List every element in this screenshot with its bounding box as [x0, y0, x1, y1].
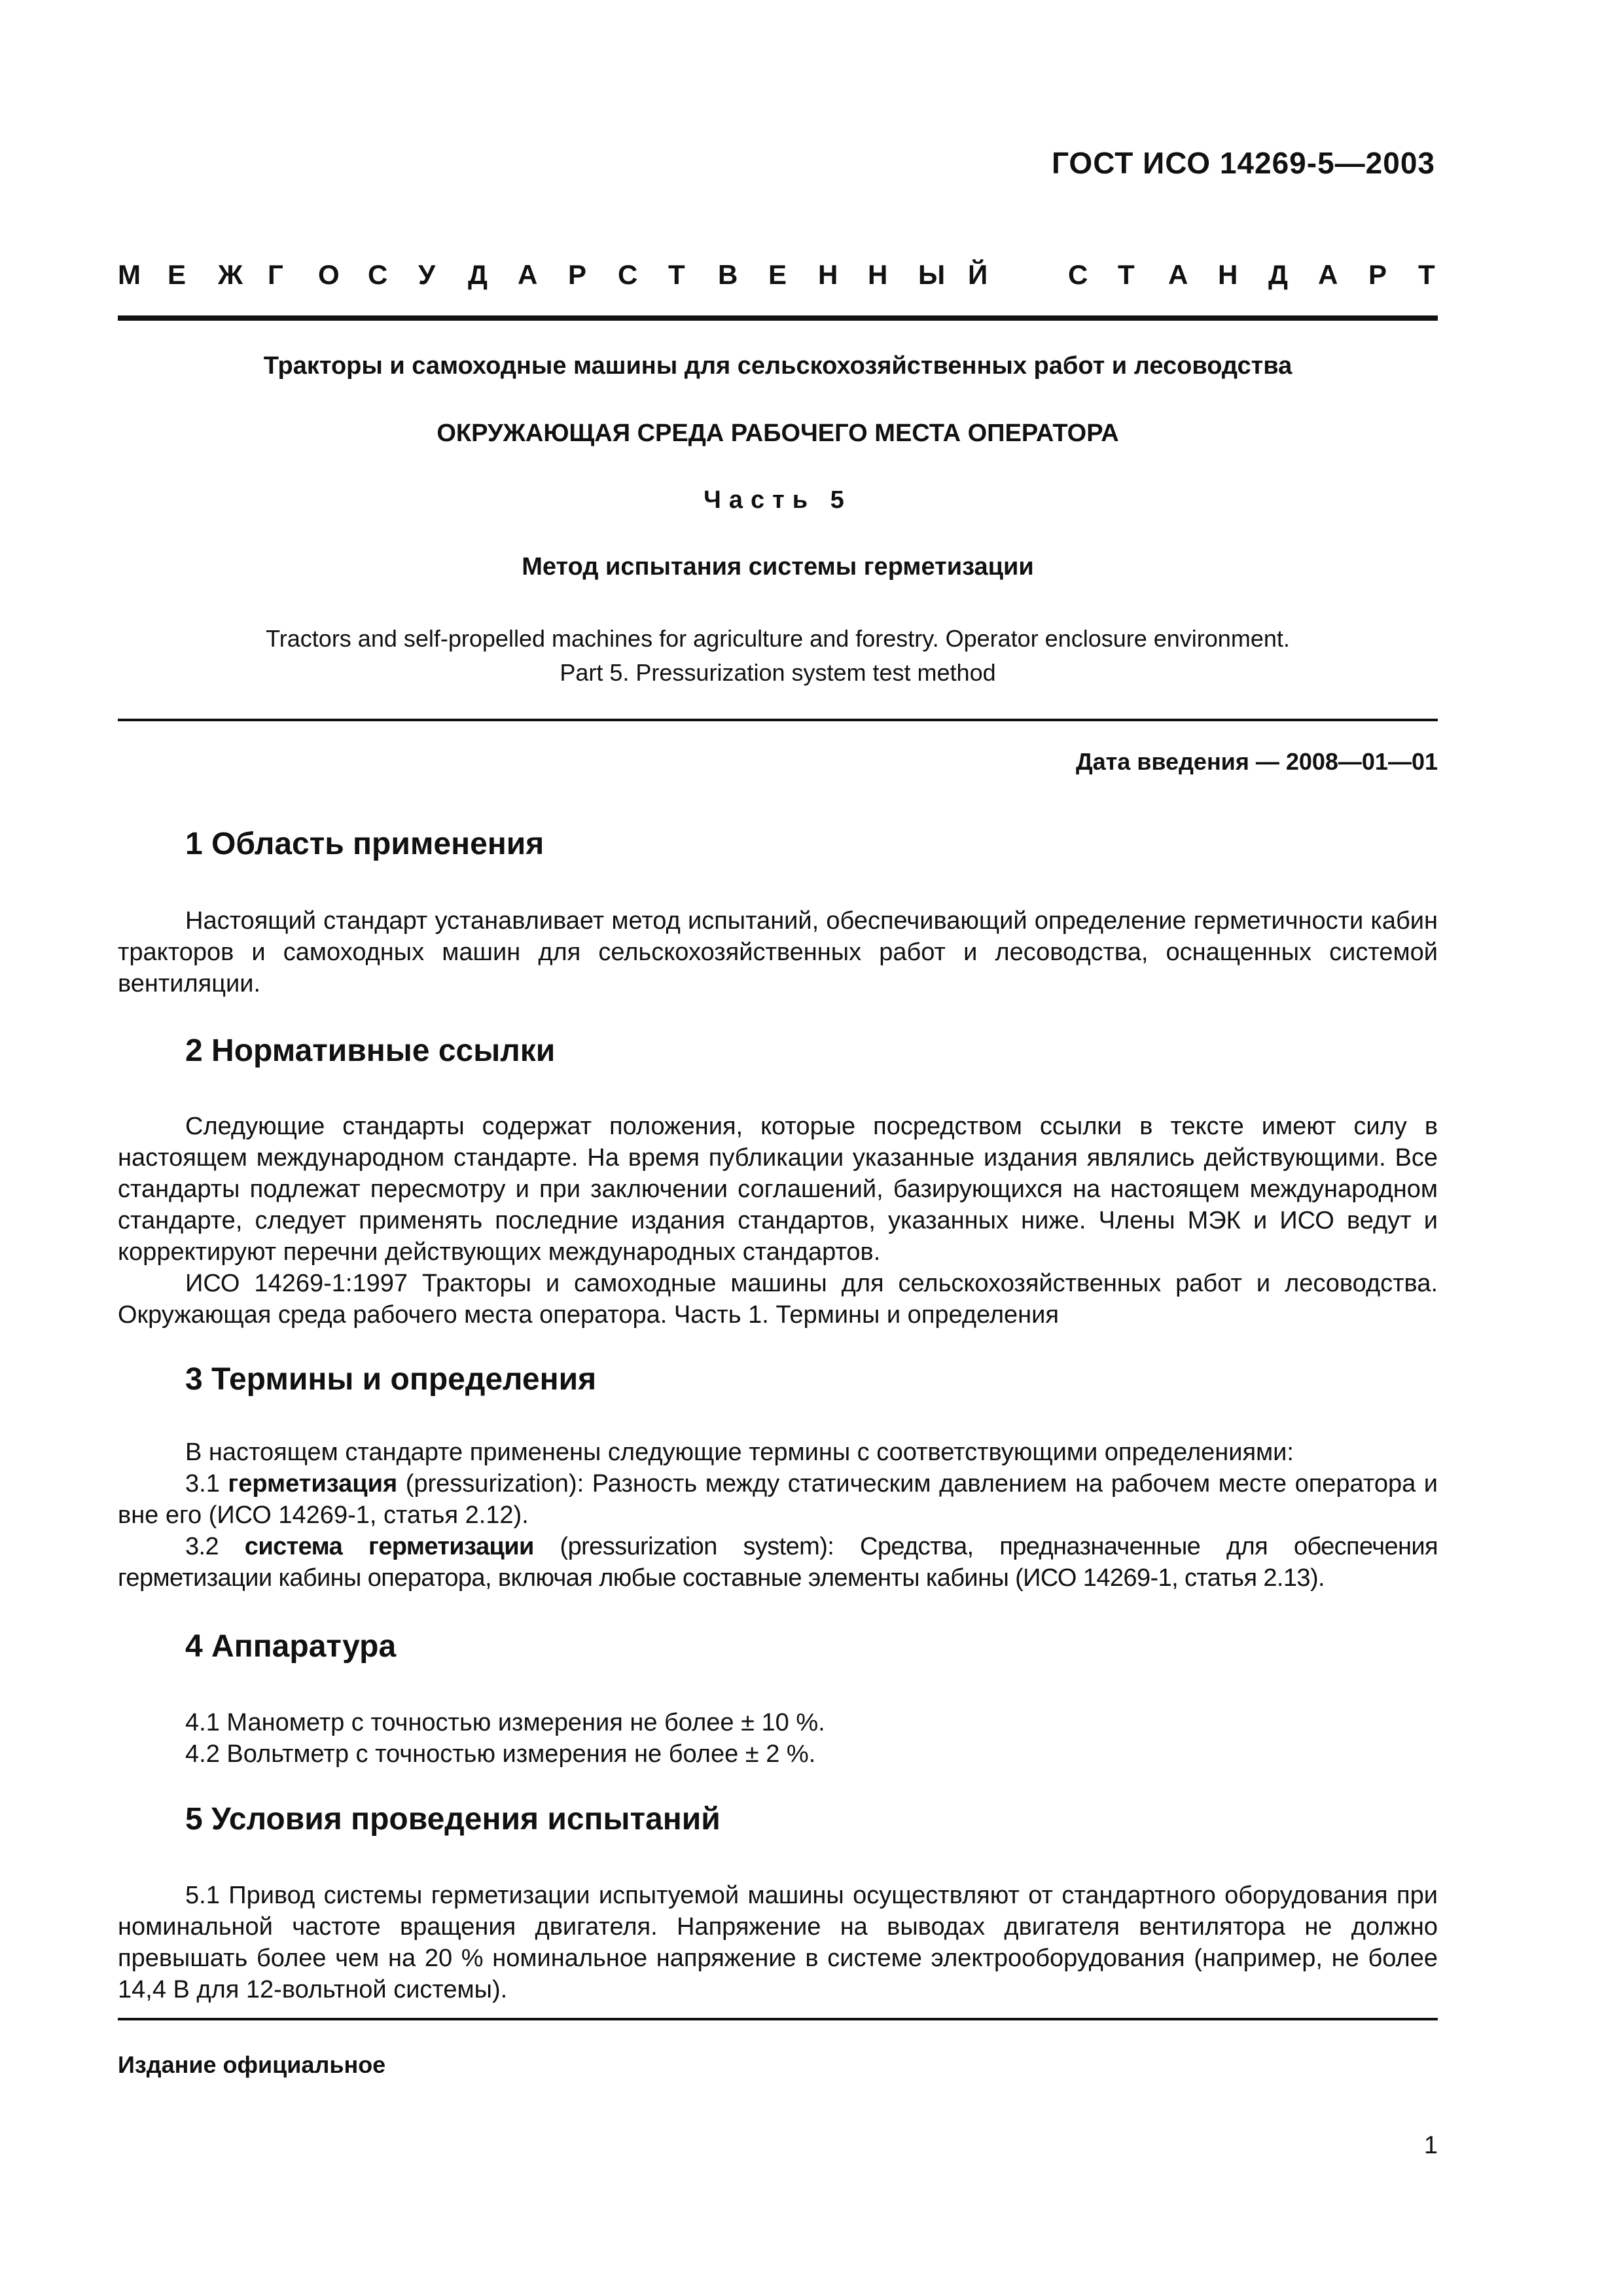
standard-type-letter: С — [618, 259, 638, 290]
section-3-intro: В настоящем стандарте применены следующие термины с соответствующими определениями: — [185, 1439, 1294, 1466]
section-3-title: 3 Термины и определения — [185, 1362, 597, 1397]
standard-type-letter: О — [318, 259, 340, 290]
standard-type-letter: А — [518, 259, 538, 290]
title-english — [118, 622, 1438, 690]
page-number: 1 — [1423, 2132, 1438, 2159]
footer-rule — [118, 2018, 1438, 2020]
apparatus-item-2: 4.2 Вольтметр с точностью измерения не более ± 2 %. — [185, 1740, 816, 1768]
standard-type-letter: М — [118, 259, 141, 290]
standard-type-letter: Г — [268, 259, 283, 290]
section-3-term-1 — [118, 1468, 1438, 1531]
section-5-paragraph: 5.1 Привод системы герметизации испытуемой машины осуществляют от стандартного оборудования при номинальной частоте вращения двигателя. Напряжение на выводах двигателя вентилятора не должно превышать более чем на 20 % номинальное напряжение в системе электрооборудования (например, не более 14,4 В для 12-вольтной системы). — [118, 1882, 1438, 2003]
standard-type-letter: У — [418, 259, 436, 290]
standard-type-letter: Р — [1368, 259, 1387, 290]
term-1-name: герметизация — [228, 1470, 398, 1498]
standard-type-letter: Д — [468, 259, 488, 290]
title-subtitle: ОКРУЖАЮЩАЯ СРЕДА РАБОЧЕГО МЕСТА ОПЕРАТОРА — [437, 420, 1119, 447]
section-2-paragraph-1: Следующие стандарты содержат положения, которые посредством ссылки в тексте имеют силу в настоящем международном стандарте. На время публикации указанные издания являлись действующими. Все стандарты подлежат пересмотру и при заключении соглашений, базирующихся на настоящем международном стандарте, следует применять последние издания стандартов, указанных ниже. Члены МЭК и ИСО ведут и корректируют перечни действующих международных стандартов. — [118, 1113, 1438, 1266]
standard-type-letter: Н — [818, 259, 838, 290]
section-4-list — [118, 1707, 1438, 1770]
date-of-introduction: Дата введения — 2008—01—01 — [1075, 748, 1438, 775]
standard-type-letter: А — [1168, 259, 1188, 290]
document-code: ГОСТ ИСО 14269-5—2003 — [1051, 146, 1435, 180]
standard-type-letter: Й — [968, 259, 988, 290]
standard-type-letter: Т — [1118, 259, 1135, 290]
title-main: Тракторы и самоходные машины для сельскохозяйственных работ и лесоводства — [263, 352, 1293, 380]
standard-type-letter: С — [1068, 259, 1088, 290]
apparatus-item-1: 4.1 Манометр с точностью измерения не более ± 10 %. — [185, 1709, 825, 1736]
section-2-title: 2 Нормативные ссылки — [185, 1033, 556, 1068]
standard-type-letter: А — [1318, 259, 1338, 290]
standard-type-letter: Т — [1418, 259, 1435, 290]
title-method: Метод испытания системы герметизации — [522, 553, 1034, 581]
standard-type-letter: Ж — [218, 259, 243, 290]
section-1-paragraph: Настоящий стандарт устанавливает метод испытаний, обеспечивающий определение герметичности кабин тракторов и самоходных машин для сельскохозяйственных работ и лесоводства, оснащенных системой вентиляции. — [118, 907, 1438, 997]
section-2-paragraph-2: ИСО 14269-1:1997 Тракторы и самоходные машины для сельскохозяйственных работ и лесоводства. Окружающая среда рабочего места оператора. Часть 1. Термины и определения — [118, 1270, 1438, 1329]
term-2-number: 3.2 — [185, 1533, 219, 1560]
title-english-line2: Part 5. Pressurization system test method — [560, 659, 996, 686]
term-2-definition: (pressurization system): Средства, предназначенные для обеспечения герметизации кабины оператора, включая любые составные элементы кабины (ИСО 14269-1, статья 2.13). — [118, 1533, 1438, 1592]
header-rule — [118, 315, 1438, 321]
standard-type-letter: С — [368, 259, 388, 290]
standard-type-letter: Е — [168, 259, 187, 290]
title-english-line1: Tractors and self-propelled machines for agriculture and forestry. Operator enclosure environment. — [266, 625, 1290, 652]
term-2-name: система герметизации — [244, 1533, 534, 1560]
section-3-term-2 — [118, 1531, 1438, 1594]
standard-type-letter: Н — [868, 259, 888, 290]
title-rule — [118, 719, 1438, 721]
standard-type-letter: Д — [1268, 259, 1288, 290]
standard-type-letter: Р — [568, 259, 587, 290]
standard-type-letter: Н — [1218, 259, 1238, 290]
standard-type-letter: В — [718, 259, 738, 290]
term-1-definition: (pressurization): Разность между статическим давлением на рабочем месте оператора и вне его (ИСО 14269-1, статья 2.12). — [118, 1470, 1438, 1529]
section-4-title: 4 Аппаратура — [185, 1629, 397, 1664]
title-part: Часть 5 — [704, 486, 852, 514]
edition-label: Издание официальное — [118, 2051, 386, 2078]
section-1-title: 1 Область применения — [185, 827, 544, 861]
standard-type-letter: Ы — [918, 259, 946, 290]
standard-type-letter: Т — [668, 259, 685, 290]
section-5-title: 5 Условия проведения испытаний — [185, 1802, 721, 1837]
standard-type-letter: Е — [768, 259, 787, 290]
term-1-number: 3.1 — [185, 1470, 220, 1498]
